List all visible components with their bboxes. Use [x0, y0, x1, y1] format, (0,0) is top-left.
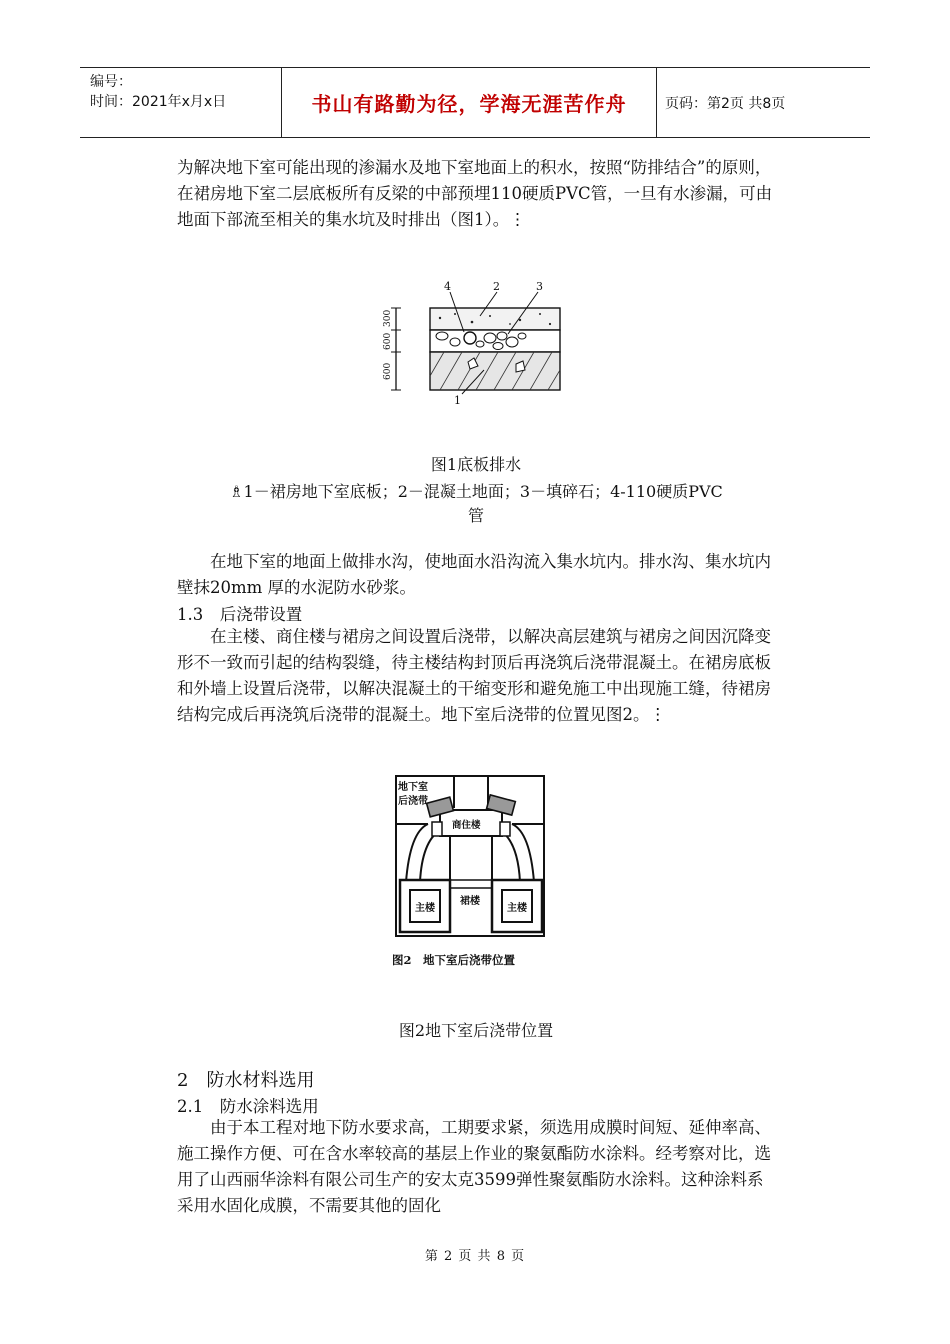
- dim-300: 300: [383, 309, 393, 327]
- figure-1-caption: 图1底板排水: [430, 455, 522, 474]
- figure-1-drawing: [380, 278, 580, 406]
- dim-600-a: 600: [383, 332, 393, 350]
- paragraph-1: 为解决地下室可能出现的渗漏水及地下室地面上的积水，按照“防排结合”的原则，在裙房地下室二层底板所有反梁的中部预埋110硬质PVC管，一旦有水渗漏，可由地面下部流至相关的集水坑及时排出（图1）。⋮: [177, 158, 773, 229]
- heading-2-1: 2.1 防水涂料选用: [177, 1097, 319, 1116]
- time-label: 时间：2021年x月x日: [90, 94, 227, 110]
- header-motto: 书山有路勤为径，学海无涯苦作舟: [282, 68, 657, 137]
- fig2-label-main-right: 主楼: [507, 903, 527, 914]
- fig1-label-3: 3: [536, 280, 543, 293]
- figure-2-caption: 图2地下室后浇带位置: [398, 1021, 554, 1040]
- dim-600-b: 600: [383, 362, 393, 380]
- fig1-label-2: 2: [493, 280, 500, 293]
- legend-bullet-icon: ♗: [229, 482, 244, 501]
- fig1-label-4: 4: [444, 280, 451, 293]
- figure-1-legend-line1: 1－裙房地下室底板；2－混凝土地面；3－填碎石；4-110硬质PVC: [243, 482, 723, 501]
- fig2-label-commercial: 商住楼: [452, 820, 481, 831]
- figure-1-legend: [177, 480, 775, 504]
- paragraph-4: 由于本工程对地下防水要求高，工期要求紧，须选用成膜时间短、延伸率高、施工操作方便、可在含水率较高的基层上作业的聚氨酯防水涂料。经考察对比，选用了山西丽华涂料有限公司生产的安太克3599弹性聚氨酯防水涂料。这种涂料系采用水固化成膜，不需要其他的固化: [177, 1118, 771, 1215]
- fig2-inner-caption: 图2 地下室后浇带位置: [392, 953, 516, 967]
- fig2-label-main-left: 主楼: [415, 903, 435, 914]
- page-header: [80, 67, 870, 138]
- figure-1-legend-line2: 管: [467, 506, 484, 525]
- header-page-code: 页码：第2页 共8页: [665, 95, 786, 112]
- number-label: 编号：: [90, 74, 132, 90]
- page-footer: 第 2 页 共 8 页: [424, 1249, 526, 1264]
- fig2-label-podium: 裙楼: [460, 896, 480, 907]
- paragraph-2: 在地下室的地面上做排水沟，使地面水沿沟流入集水坑内。排水沟、集水坑内壁抹20mm 厚的水泥防水砂浆。: [177, 552, 771, 597]
- figure-2-drawing: [388, 772, 564, 972]
- fig2-label-basement: 地下室: [398, 782, 428, 793]
- fig1-label-1: 1: [454, 394, 461, 406]
- heading-1-3: 1.3 后浇带设置: [177, 605, 303, 624]
- paragraph-3: 在主楼、商住楼与裙房之间设置后浇带，以解决高层建筑与裙房之间因沉降变形不一致而引起的结构裂缝，待主楼结构封顶后再浇筑后浇带混凝土。在裙房底板和外墙上设置后浇带，以解决混凝土的干缩变形和避免施工中出现施工缝，待裙房结构完成后再浇筑后浇带的混凝土。地下室后浇带的位置见图2。⋮: [177, 627, 771, 724]
- header-meta: [80, 68, 282, 137]
- fig2-label-post: 后浇带: [398, 796, 428, 807]
- heading-2: 2 防水材料选用: [177, 1070, 315, 1091]
